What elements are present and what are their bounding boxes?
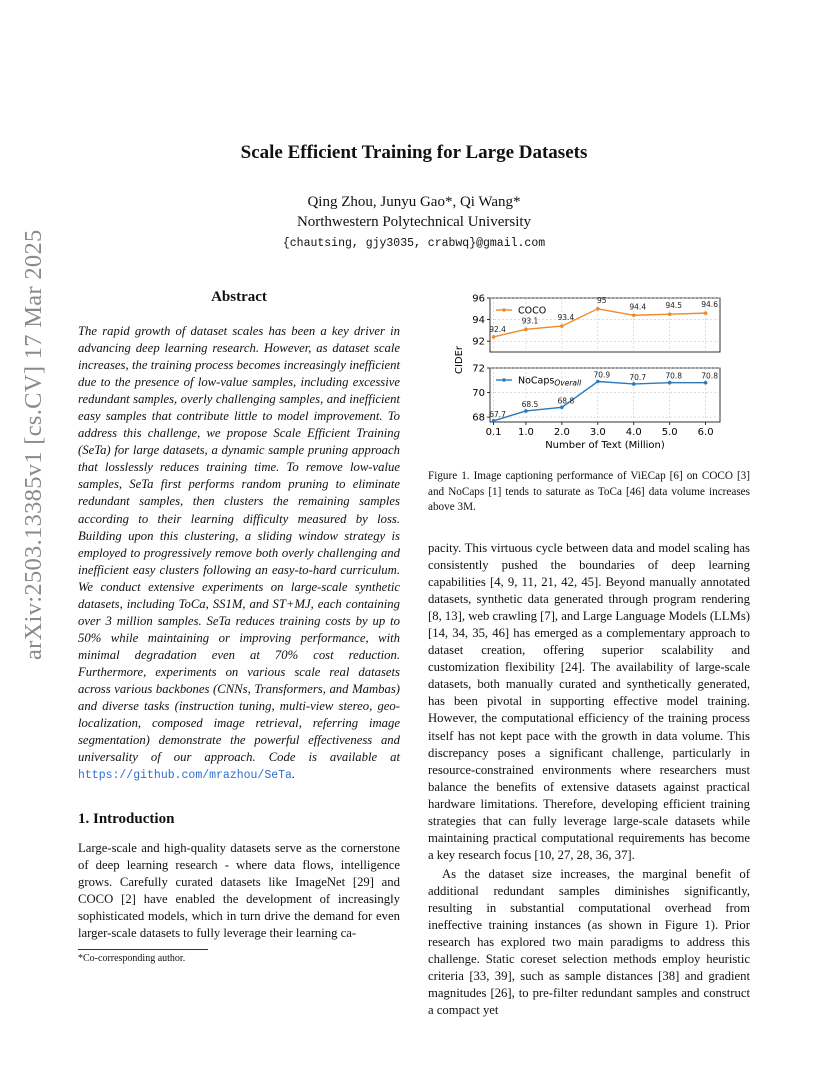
right-column (428, 540, 750, 1019)
footnote: *Co-corresponding author. (78, 953, 186, 964)
y-tick-label: 92 (472, 336, 485, 348)
data-label: 70.8 (701, 371, 718, 381)
paragraph: pacity. This virtuous cycle between data and model scaling has consistently pushed the boundaries of deep learning capabilities [4, 9, 11, 21, 42, 45]. Beyond manually annotated datasets, synthetic data generated through program rendering [8, 13], web crawling [7], and Large Language Models (LLMs) [14, 34, 35, 46] has emerged as a complementary approach to dataset creation, offering superior scalability and customization flexibility [24]. The availability of large-scale datasets, both manually curated and synthetically generated, has been pivotal in supporting effective model training. However, the computational efficiency of the training process itself has not kept pace with the growth in data volume. This discrepancy poses a significant challenge, particularly in resource-constrained environments where researchers must balance the benefits of extensive datasets against practical hardware limitations. Therefore, developing efficient training strategies that can fully leverage large-scale datasets while maintaining practical computational requirements has become a key research focus [10, 27, 28, 36, 37]. (428, 541, 750, 862)
data-point (668, 312, 672, 316)
data-point (560, 324, 564, 328)
figure-1-chart (440, 288, 740, 463)
data-label: 67.7 (489, 409, 506, 419)
data-point (668, 381, 672, 385)
data-point (704, 381, 708, 385)
data-label: 92.4 (489, 324, 506, 334)
figure-caption: Figure 1. Image captioning performance of ViECap [6] on COCO [3] and NoCaps [1] tends to saturate as ToCa [46] data volume increases above 3M. (428, 470, 750, 514)
data-point (596, 380, 600, 384)
data-point (704, 311, 708, 315)
data-label: 94.6 (701, 300, 718, 310)
data-point (524, 409, 528, 413)
data-point (524, 328, 528, 332)
paragraph: As the dataset size increases, the marginal benefit of additional redundant samples diminishes significantly, resulting in substantial computational overhead from ineffective training instances (as shown in Figure 1). Prior research has explored two main paradigms to address this challenge. Static coreset selection methods employ heuristic criteria [33, 39], such as sample distances [38] and gradient magnitudes [26], to pre-filter redundant samples and construct a compact yet (428, 866, 750, 1018)
x-axis-label: Number of Text (Million) (545, 440, 665, 451)
data-point (560, 405, 564, 409)
email: {chautsing, gjy3035, crabwq}@gmail.com (282, 237, 546, 250)
data-point (632, 313, 636, 317)
code-link[interactable]: https://github.com/mrazhou/SeTa (78, 769, 292, 783)
x-tick-label: 1.0 (517, 427, 534, 438)
x-tick-label: 6.0 (697, 427, 714, 438)
data-point (596, 307, 600, 311)
y-tick-label: 68 (472, 412, 485, 424)
data-label: 94.5 (665, 301, 683, 311)
affiliation: Northwestern Polytechnical University (296, 214, 532, 230)
authors: Qing Zhou, Junyu Gao*, Qi Wang* (307, 194, 521, 210)
footnote-rule (78, 949, 208, 950)
x-tick-label: 0.1 (485, 427, 502, 438)
y-tick-label: 94 (472, 315, 485, 327)
data-point (632, 382, 636, 386)
data-label: 70.9 (593, 370, 611, 380)
data-label: 68.8 (557, 396, 575, 406)
legend-label: COCO (518, 305, 547, 317)
data-point (492, 335, 496, 339)
x-tick-label: 5.0 (661, 427, 678, 438)
x-tick-label: 3.0 (589, 427, 606, 438)
x-tick-label: 4.0 (625, 427, 642, 438)
data-label: 95 (597, 295, 607, 305)
data-label: 70.7 (629, 372, 647, 382)
intro-heading: 1. Introduction (78, 811, 175, 827)
x-tick-label: 2.0 (553, 427, 570, 438)
data-label: 93.1 (521, 316, 539, 326)
data-label: 93.4 (557, 313, 575, 323)
arxiv-watermark: arXiv:2503.13385v1 [cs.CV] 17 Mar 2025 (20, 229, 47, 660)
abstract-text: The rapid growth of dataset scales has been a key driver in advancing deep learning research. However, as dataset scale increases, the training process becomes increasingly inefficient due to the presence of low-value samples, including excessive redundant samples, overly challenging samples, and inefficient easy samples that contribute little to model improvement. To address this challenge, we propose Scale Efficient Training (SeTa) for large datasets, a dynamic sample pruning approach that losslessly reduces training time. To remove low-value samples, SeTa first performs random pruning to eliminate redundant samples, then clusters the remaining samples according to their learning difficulty measured by loss. Building upon this clustering, a sliding window strategy is employed to progressively remove both overly challenging and inefficient easy clusters following an easy-to-hard curriculum. We conduct extensive experiments on large-scale synthetic datasets, including ToCa, SS1M, and ST+MJ, each containing over 3 million samples. SeTa reduces training costs by up to 50% while maintaining or improving performance, with minimal degradation even at 70% cost reduction. Furthermore, experiments on various scale real datasets across various backbones (CNNs, Transformers, and Mambas) and diverse tasks (instruction tuning, multi-view stereo, geo-localization, composed image retrieval, referring image segmentation) demonstrate the powerful effectiveness and universality of our approach. Code is available at (78, 324, 400, 765)
legend-marker (502, 378, 506, 382)
legend-marker (502, 308, 506, 312)
y-tick-label: 72 (472, 363, 485, 375)
abstract-body: The rapid growth of dataset scales has been a key driver in advancing deep learning research. However, as dataset scale increases, the training process becomes increasingly inefficient due to the presence of low-value samples, including excessive redundant samples, overly challenging samples, and inefficient easy samples that contribute little to model improvement. To address this challenge, we propose Scale Efficient Training (SeTa) for large datasets, a dynamic sample pruning approach that losslessly reduces training time. To remove low-value samples, SeTa first performs random pruning to eliminate redundant samples, then clusters the remaining samples according to their learning difficulty measured by loss. Building upon this clustering, a sliding window strategy is employed to progressively remove both overly challenging and inefficient easy clusters following an easy-to-hard curriculum. We conduct extensive experiments on large-scale synthetic datasets, including ToCa, SS1M, and ST+MJ, each containing over 3 million samples. SeTa reduces training costs by up to 50% while maintaining or improving performance, with minimal degradation even at 70% cost reduction. Furthermore, experiments on various scale real datasets across various backbones (CNNs, Transformers, and Mambas) and diverse tasks (instruction tuning, multi-view stereo, geo-localization, composed image retrieval, referring image segmentation) demonstrate the powerful effectiveness and universality of our approach. Code is available at https://github.com/mrazhou/SeTa. (78, 324, 400, 783)
legend-label-subscript: Overall (554, 378, 582, 388)
legend-label: NoCaps$_{Overall}$ (518, 375, 582, 388)
intro-text: Large-scale and high-quality datasets serve as the cornerstone of deep learning research - where data flows, intelligence grows. Carefully curated datasets like ImageNet [29] and COCO [2] have enabled the development of increasingly sophisticated models, which in turn drive the demand for even larger-scale datasets to fully leverage their learning ca- (78, 841, 400, 941)
abstract-heading: Abstract (211, 289, 267, 305)
y-axis-label: CIDEr (454, 345, 465, 375)
y-tick-label: 70 (472, 388, 485, 400)
data-label: 68.5 (521, 399, 539, 409)
y-tick-label: 96 (472, 293, 485, 305)
data-label: 70.8 (665, 371, 683, 381)
paper-title: Scale Efficient Training for Large Datasets (240, 142, 588, 163)
data-label: 94.4 (629, 302, 647, 312)
